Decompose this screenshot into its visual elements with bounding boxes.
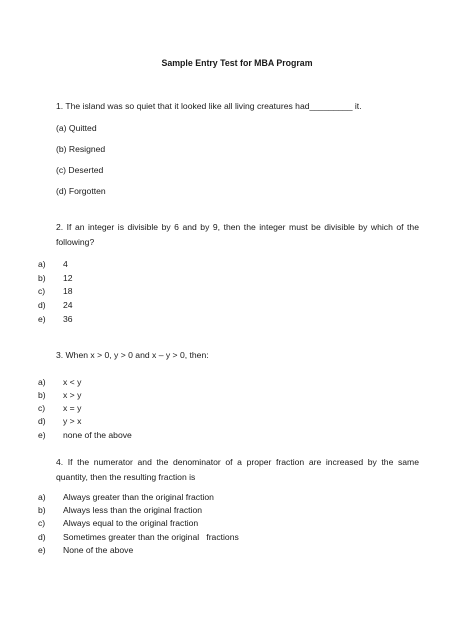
question-3-option-b: x > y bbox=[63, 390, 82, 400]
question-3-letter-d: d) bbox=[38, 416, 46, 426]
document-title: Sample Entry Test for MBA Program bbox=[161, 58, 313, 68]
question-1-option-a: (a) Quitted bbox=[56, 123, 97, 133]
question-1-option-c: (c) Deserted bbox=[56, 165, 104, 175]
question-4-letter-e: e) bbox=[38, 545, 46, 555]
question-3-option-d: y > x bbox=[63, 416, 82, 426]
question-3-letter-a: a) bbox=[38, 377, 46, 387]
question-1-text: 1. The island was so quiet that it looked like all living creatures had_________ it. bbox=[56, 101, 362, 111]
question-1-option-d: (d) Forgotten bbox=[56, 186, 106, 196]
question-3-letter-e: e) bbox=[38, 430, 46, 440]
question-4-option-c: Always equal to the original fraction bbox=[63, 518, 199, 528]
question-4-letter-c: c) bbox=[38, 518, 46, 528]
question-2-text: 2. If an integer is divisible by 6 and by 9, then the integer must be divisible by which of the following? bbox=[56, 222, 419, 247]
question-2-letter-d: d) bbox=[38, 300, 46, 310]
question-2-option-c: 18 bbox=[63, 286, 73, 296]
question-3-letter-b: b) bbox=[38, 390, 46, 400]
question-2-letter-a: a) bbox=[38, 259, 46, 269]
question-4-option-b: Always less than the original fraction bbox=[63, 505, 203, 515]
question-4-letter-a: a) bbox=[38, 492, 46, 502]
question-3-option-e: none of the above bbox=[63, 430, 132, 440]
question-4-letter-b: b) bbox=[38, 505, 46, 515]
question-2-option-a: 4 bbox=[63, 259, 68, 269]
question-4-text: 4. If the numerator and the denominator of a proper fraction are increased by the same quantity, then the resulting fraction is bbox=[56, 457, 419, 482]
question-4-option-e: None of the above bbox=[63, 545, 134, 555]
question-3-letter-c: c) bbox=[38, 403, 46, 413]
question-2-letter-e: e) bbox=[38, 314, 46, 324]
question-2-letter-c: c) bbox=[38, 286, 46, 296]
question-1-option-b: (b) Resigned bbox=[56, 144, 106, 154]
question-3-option-c: x = y bbox=[63, 403, 82, 413]
question-2-option-e: 36 bbox=[63, 314, 73, 324]
question-3-text: 3. When x > 0, y > 0 and x – y > 0, then: bbox=[56, 350, 209, 360]
question-2-option-d: 24 bbox=[63, 300, 73, 310]
question-2-letter-b: b) bbox=[38, 273, 46, 283]
question-4-option-a: Always greater than the original fraction bbox=[63, 492, 214, 502]
question-3-option-a: x < y bbox=[63, 377, 82, 387]
question-4-letter-d: d) bbox=[38, 532, 46, 542]
question-4-option-d: Sometimes greater than the original fractions bbox=[63, 532, 239, 542]
question-2-option-b: 12 bbox=[63, 273, 73, 283]
